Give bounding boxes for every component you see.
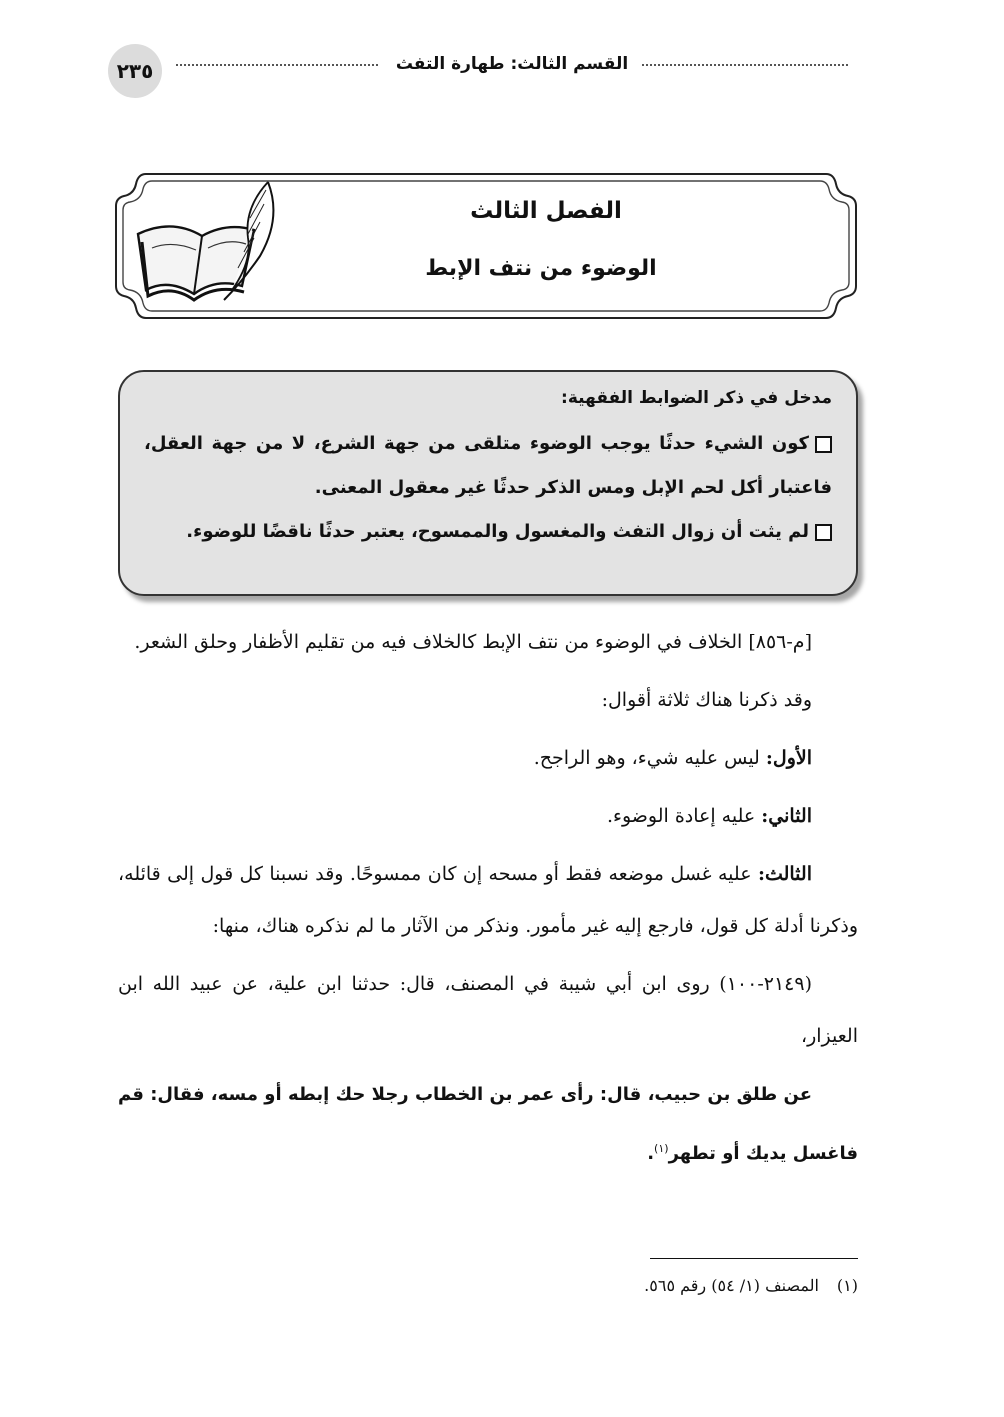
opinion-label: الثاني: [761, 805, 812, 827]
narration-text: عن طلق بن حبيب، قال: رأى عمر بن الخطاب رجلا حك إبطه أو مسه، فقال: قم فاغسل يديك أو تطهر [118, 1084, 858, 1164]
running-header [108, 44, 848, 96]
chapter-title: الوضوء من نتف الإبط [425, 256, 657, 281]
page-number: ٢٣٥ [108, 44, 162, 98]
footnote-marker: (١) [836, 1276, 858, 1295]
chapter-label: الفصل الثالث [470, 198, 622, 224]
rule-item [144, 510, 832, 554]
footnote-reference[interactable]: (١) [654, 1142, 669, 1155]
rule-item-text: كون الشيء حدثًا يوجب الوضوء متلقى من جهة الشرع، لا من جهة العقل، فاعتبار أكل لحم الإبل ومس الذكر حدثًا غير معقول المعنى. [144, 433, 832, 498]
header-dotted-rule-right [642, 64, 848, 66]
paragraph: [م-٨٥٦] الخلاف في الوضوء من نتف الإبط كالخلاف فيه من تقليم الأظفار وحلق الشعر. [134, 631, 812, 653]
narration-end: . [647, 1143, 655, 1164]
rule-item-text: لم يثت أن زوال التفث والمغسول والممسوح، يعتبر حدثًا ناقضًا للوضوء. [186, 521, 809, 542]
footnote [400, 1276, 858, 1295]
fiqh-rules-box [118, 370, 858, 596]
opinion-label: الأول: [765, 747, 812, 769]
opinion-text: عليه غسل موضعه فقط أو مسحه إن كان ممسوحًا. وقد نسبنا كل قول إلى قائله، وذكرنا أدلة كل قول، فارجع إليه غير مأمور. ونذكر من الآثار ما لم نذكره هناك، منها: [118, 863, 858, 937]
paragraph [118, 848, 858, 952]
opinion-text: ليس عليه شيء، وهو الراجح. [533, 747, 766, 769]
opinion-text: عليه إعادة الوضوء. [606, 805, 762, 827]
paragraph: (٢١٤٩-١٠٠) روى ابن أبي شيبة في المصنف، قال: حدثنا ابن علية، عن عبيد الله ابن العيزار، [118, 973, 858, 1047]
rule-item [144, 422, 832, 510]
book-and-quill-icon [132, 178, 282, 308]
opinion-label: الثالث: [757, 863, 812, 885]
paragraph [118, 790, 858, 842]
paragraph: وقد ذكرنا هناك ثلاثة أقوال: [601, 689, 812, 711]
paragraph [118, 732, 858, 784]
checkbox-bullet-icon [815, 436, 832, 453]
narration-paragraph [118, 1068, 858, 1181]
chapter-title-frame [114, 170, 858, 322]
checkbox-bullet-icon [815, 524, 832, 541]
header-dotted-rule-left [176, 64, 378, 66]
header-section-title: القسم الثالث: طهارة التفث [395, 54, 629, 74]
rules-box-heading: مدخل في ذكر الضوابط الفقهية: [561, 388, 832, 408]
footnote-text: المصنف (١/ ٥٤) رقم ٥٦٥. [644, 1276, 819, 1295]
main-text [118, 616, 858, 1187]
footnote-separator [650, 1258, 858, 1259]
